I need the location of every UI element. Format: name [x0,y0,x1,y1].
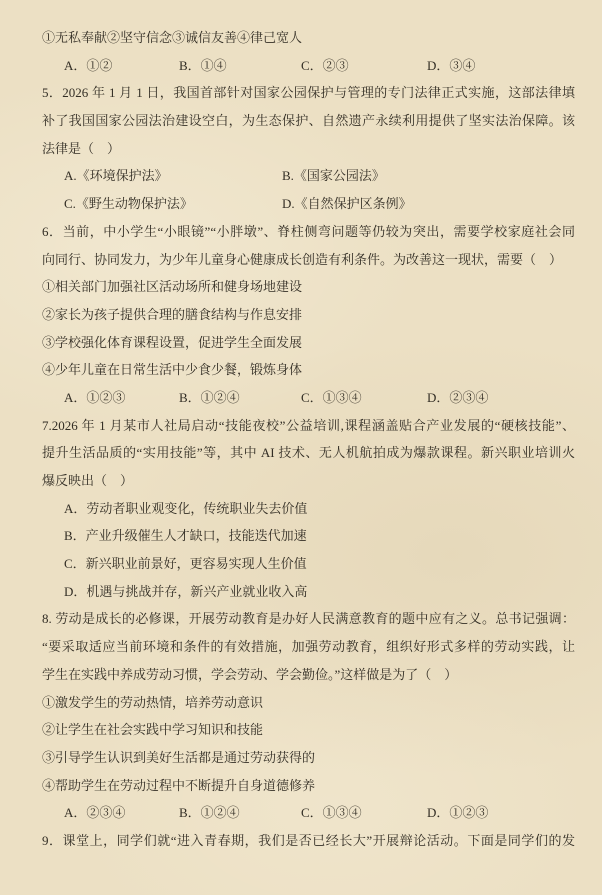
q8-options-row [42,799,575,827]
q4-options-row [42,52,575,80]
q7-option-a: A．劳动者职业观变化，传统职业失去价值 [64,500,308,516]
q5-option-b: B.《国家公园法》 [282,168,385,184]
q6-option-a: A．①②③ [64,389,126,405]
q8-statement-2: ②让学生在社会实践中学习知识和技能 [42,722,264,738]
q8-statement-4: ④帮助学生在劳动过程中不断提升自身道德修养 [42,777,316,793]
q7-stem-line-1: 7.2026 年 1 月某市人社局启动“技能夜校”公益培训,课程涵盖贴合产业发展的“硬核技能”、 [42,417,575,433]
q9-stem-line-1: 9．课堂上，同学们就“进入青春期，我们是否已经长大”开展辩论活动。下面是同学们的发 [42,832,575,848]
q8-statement-1: ①激发学生的劳动热情，培养劳动意识 [42,694,264,710]
q4-option-b: B．①④ [179,57,227,73]
q8-option-d: D．①②③ [427,805,489,821]
q5-option-a: A.《环境保护法》 [64,168,168,184]
q5-options-row-1 [42,162,575,190]
q6-statement-3: ③学校强化体育课程设置，促进学生全面发展 [42,334,303,350]
q7-option-d: D．机遇与挑战并存，新兴产业就业收入高 [64,583,308,599]
q4-option-a: A．①② [64,57,113,73]
q4-option-d: D．③④ [427,57,476,73]
q5-options-row-2 [42,190,575,218]
q8-statement-3: ③引导学生认识到美好生活都是通过劳动获得的 [42,749,316,765]
q8-option-c: C．①③④ [301,805,362,821]
q6-statement-4: ④少年儿童在日常生活中少食少餐，锻炼身体 [42,362,303,378]
q6-option-d: D．②③④ [427,389,489,405]
q6-option-c: C．①③④ [301,389,362,405]
q5-option-d: D.《自然保护区条例》 [282,196,412,212]
q7-option-b: B．产业升级催生人才缺口，技能迭代加速 [64,528,307,544]
q6-options-row [42,384,575,412]
q5-stem-line-1: 5．2026 年 1 月 1 日，我国首部针对国家公园保护与管理的专门法律正式实施，这部法律填 [42,85,575,101]
q8-option-b: B．①②④ [179,805,240,821]
q8-stem-line-3: 学生在实践中养成劳动习惯，学会劳动、学会勤俭。”这样做是为了（ ） [42,666,458,682]
q5-option-c: C.《野生动物保护法》 [64,196,193,212]
q8-option-a: A．②③④ [64,805,126,821]
q6-statement-2: ②家长为孩子提供合理的膳食结构与作息安排 [42,306,303,322]
q7-stem-line-2: 提升生活品质的“实用技能”等，其中 AI 技术、无人机航拍成为爆款课程。新兴职业培训火 [42,445,575,461]
q4-option-c: C．②③ [301,57,349,73]
q6-option-b: B．①②④ [179,389,240,405]
q7-stem-line-3: 爆反映出（ ） [42,473,134,488]
q6-stem-line-1: 6．当前，中小学生“小眼镜”“小胖墩”、脊柱侧弯问题等仍较为突出，需要学校家庭社会同 [42,223,575,239]
q7-option-c: C．新兴职业前景好，更容易实现人生价值 [64,556,307,572]
q8-stem-line-2: “要采取适应当前环境和条件的有效措施，加强劳动教育，组织好形式多样的劳动实践，让 [42,639,575,655]
q5-stem-line-2: 补了我国国家公园法治建设空白，为生态保护、自然遗产永续利用提供了坚实法治保障。该 [42,113,575,129]
q6-statement-1: ①相关部门加强社区活动场所和健身场地建设 [42,279,303,295]
q8-stem-line-1: 8. 劳动是成长的必修课，开展劳动教育是办好人民满意教育的题中应有之义。总书记强调： [42,611,575,627]
q6-stem-line-2: 向同行、协同发力，为少年儿童身心健康成长创造有利条件。为改善这一现状，需要（ ） [42,251,563,267]
q4-statement-items: ①无私奉献②坚守信念③诚信友善④律己宽人 [42,30,303,45]
q5-stem-line-3: 法律是（ ） [42,140,121,156]
